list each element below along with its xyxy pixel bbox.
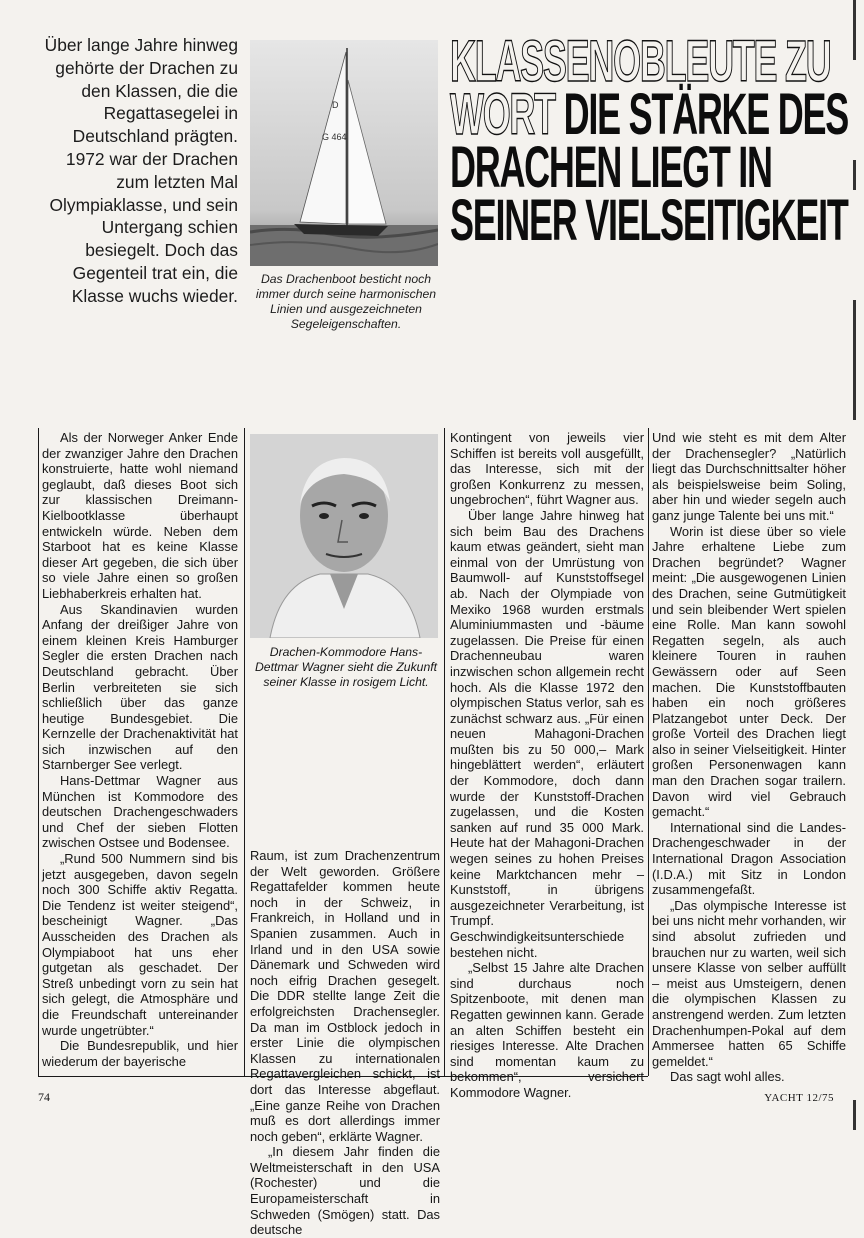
issue-label: YACHT 12/75	[764, 1092, 834, 1104]
scan-edge	[853, 300, 856, 420]
sail-number: G 464	[322, 132, 347, 142]
page-number: 74	[38, 1090, 50, 1104]
paragraph: Kontingent von jeweils vier Schiffen ist bereits voll ausgefüllt, das Interesse, sich mit der großen Konkurrenz zu messen, ungebrochen“, führt Wagner aus.	[450, 430, 644, 508]
paragraph: Hans-Dettmar Wagner aus München ist Kommodore des deutschen Drachengeschwaders und Chef der sieben Flotten zwischen Ostsee und Bodensee.	[42, 773, 238, 851]
paragraph: „Rund 500 Nummern sind bis jetzt ausgegeben, davon segeln noch 300 Schiffe aktiv Regatta. Die Tendenz ist weiter steigend“, bescheinigt Wagner. „Das Ausscheiden des Drachen als Olympiaboot hat uns eher gutgetan als geschadet. Der Streß unbedingt vorn zu sein hat sich gelegt, die Atmosphäre und die Freundschaft untereinander wurde ungetrübter.“	[42, 851, 238, 1038]
article-column-1	[42, 430, 238, 1070]
scan-edge	[853, 1100, 856, 1130]
article-column-3	[450, 430, 644, 1101]
paragraph: International sind die Landes-Drachengeschwader in der International Dragon Association (I.D.A.) mit Sitz in London zusammengefaßt.	[652, 819, 846, 898]
paragraph: Über lange Jahre hinweg hat sich beim Bau des Drachens kaum etwas geändert, sieht man einmal von der Umrüstung von Baumwoll- auf Kunststoffsegel ab. Nach der Olympiade von Mexiko 1968 wurden erstmals Aluminiummasten und -bäume zugelassen. Die Preise für einen Drachenneubau waren inzwischen schon allgemein recht hoch. Als die Klasse 1972 den olympischen Status verlor, sah es zunächst schwarz aus. „Für einen neuen Mahagoni-Drachen mußten bis zu 50 000,– Mark hingeblättert werden“, erläutert der Kommodore, doch dann wurde der Kunststoff-Drachen zugelassen, und die Kosten sanken auf rund 35 000 Mark. Heute hat der Mahagoni-Drachen wegen seines zu hohen Preises keine Marktchancen mehr – Kunststoff, in übrigens ausgezeichneter Verarbeitung, ist Trumpf. Geschwindigkeitsunterschiede bestehen nicht.	[450, 507, 644, 960]
paragraph: Aus Skandinavien wurden Anfang der dreißiger Jahre von einem kleinen Kreis Hamburger Segler die ersten Drachen nach Deutschland gebracht. Über Berlin verbreiteten sie sich schließlich über das ganze heutige Bundesgebiet. Die Kernzelle der Drachenaktivität hat sich inzwischen auf den Starnberger See verlegt.	[42, 601, 238, 773]
paragraph: Die Bundesrepublik, und hier wiederum der bayerische	[42, 1038, 238, 1069]
headline	[450, 29, 848, 253]
headline-line2-outline: WORT	[450, 82, 555, 147]
photo1-caption: Das Drachenboot besticht noch immer durch seine harmonischen Linien und ausgezeichneten Segeleigenschaften.	[255, 272, 437, 331]
column-rule	[444, 428, 445, 1076]
paragraph: Worin ist diese über so viele Jahre erhaltene Liebe zum Drachen begründet? Wagner meint: „Die ausgewogenen Linien des Drachen, seine Gutmütigkeit und sein bleibender Wert spielen eine Rolle. Man kann sowohl Regatten segeln, als auch kleinere Touren in rauhen Gewässern oder auf Seen machen. Die Kunststoffbauten haben ein noch größeres Platzangebot unter Deck. Der große Vorteil des Drachen liegt also in seiner Vielseitigkeit. Hinter großen Personenwagen kann man den Drachen sogar trailern. Davon wird viel Gebrauch gemacht.“	[652, 523, 846, 820]
headline-line4: SEINER VIELSEITIGKEIT	[450, 188, 848, 253]
paragraph: Und wie steht es mit dem Alter der Drachensegler? „Natürlich liegt das Durchschnittsalter höher als beispielsweise beim Soling, aber hin und wieder segeln auch ganz junge Talente bei uns mit.“	[652, 430, 846, 523]
article-column-2	[250, 848, 440, 1238]
paragraph: „Das olympische Interesse ist bei uns nicht mehr vorhanden, wir sind absolut zufrieden und brauchen nur zu warten, weil sich unsere Klasse von selber auffüllt – meist aus Umsteigern, denen die olympischen Klassen zu anstrengend werden. Zum letzten Drachenhumpen-Pokal auf dem Ammersee hatten 65 Schiffe gemeldet.“	[652, 897, 846, 1069]
headline-line2-solid: DIE STÄRKE DES	[554, 82, 848, 147]
intro-text: Über lange Jahre hinweg gehörte der Drachen zu den Klassen, die die Regattasegelei in Deutschland prägten. 1972 war der Drachen zum letzten Mal Olympiaklasse, und sein Untergang schien besiegelt. Doch das Gegenteil trat ein, die Klasse wuchs wieder.	[44, 35, 238, 306]
headline-line1: KLASSENOBLEUTE ZU	[450, 29, 831, 94]
paragraph: Als der Norweger Anker Ende der zwanziger Jahre den Drachen konstruierte, hatte wohl niemand geglaubt, daß dieses Boot sich zur klassischen Dreimann-Kielbootklasse überhaupt entwickeln würde. Neben dem Starboot hat es keine Klasse dieser Art gegeben, die sich über so viele Jahre einen so großen Liebhaberkreis erhalten hat.	[42, 430, 238, 601]
scan-edge	[853, 0, 856, 60]
sailboat-photo	[250, 40, 438, 266]
article-column-4	[652, 430, 846, 1085]
headline-line3: DRACHEN LIEGT IN	[450, 135, 772, 200]
paragraph: „In diesem Jahr finden die Weltmeisterschaft in den USA (Rochester) und die Europameisterschaft in Schweden (Smögen) statt. Das deutsche	[250, 1144, 440, 1238]
paragraph: Raum, ist zum Drachenzentrum der Welt geworden. Größere Regattafelder kommen heute noch in der Schweiz, in Frankreich, in Holland und in Spanien zusammen. Auch in Irland und in den USA sowie Dänemark und Schweden wird noch eifrig Drachen gesegelt. Die DDR stellte lange Zeit die erfolgreichsten Drachensegler. Da man im Ostblock jedoch in erster Linie die olympischen Klassen zu internationalen Regattavergleichen schickt, ist dort das Interesse abgeflaut. „Eine ganze Reihe von Drachen muß es dort allerdings immer noch geben“, erklärte Wagner.	[250, 848, 440, 1144]
column-rule	[38, 428, 39, 1076]
portrait-caption: Drachen-Kommodore Hans-Dettmar Wagner sieht die Zukunft seiner Klasse in rosigem Licht.	[255, 645, 437, 689]
paragraph: „Selbst 15 Jahre alte Drachen sind durchaus noch Spitzenboote, mit denen man Regatten gewinnen kann. Gerade an alten Schiffen besteht ein riesiges Interesse. Alte Drachen sind momentan kaum zu bekommen“, versichert Kommodore Wagner.	[450, 960, 644, 1100]
portrait-photo	[250, 434, 438, 638]
column-rule	[648, 428, 649, 1076]
scan-edge	[853, 160, 856, 190]
column-rule	[244, 428, 245, 1076]
sail-mark: D	[332, 100, 339, 110]
paragraph: Das sagt wohl alles.	[670, 1069, 785, 1085]
